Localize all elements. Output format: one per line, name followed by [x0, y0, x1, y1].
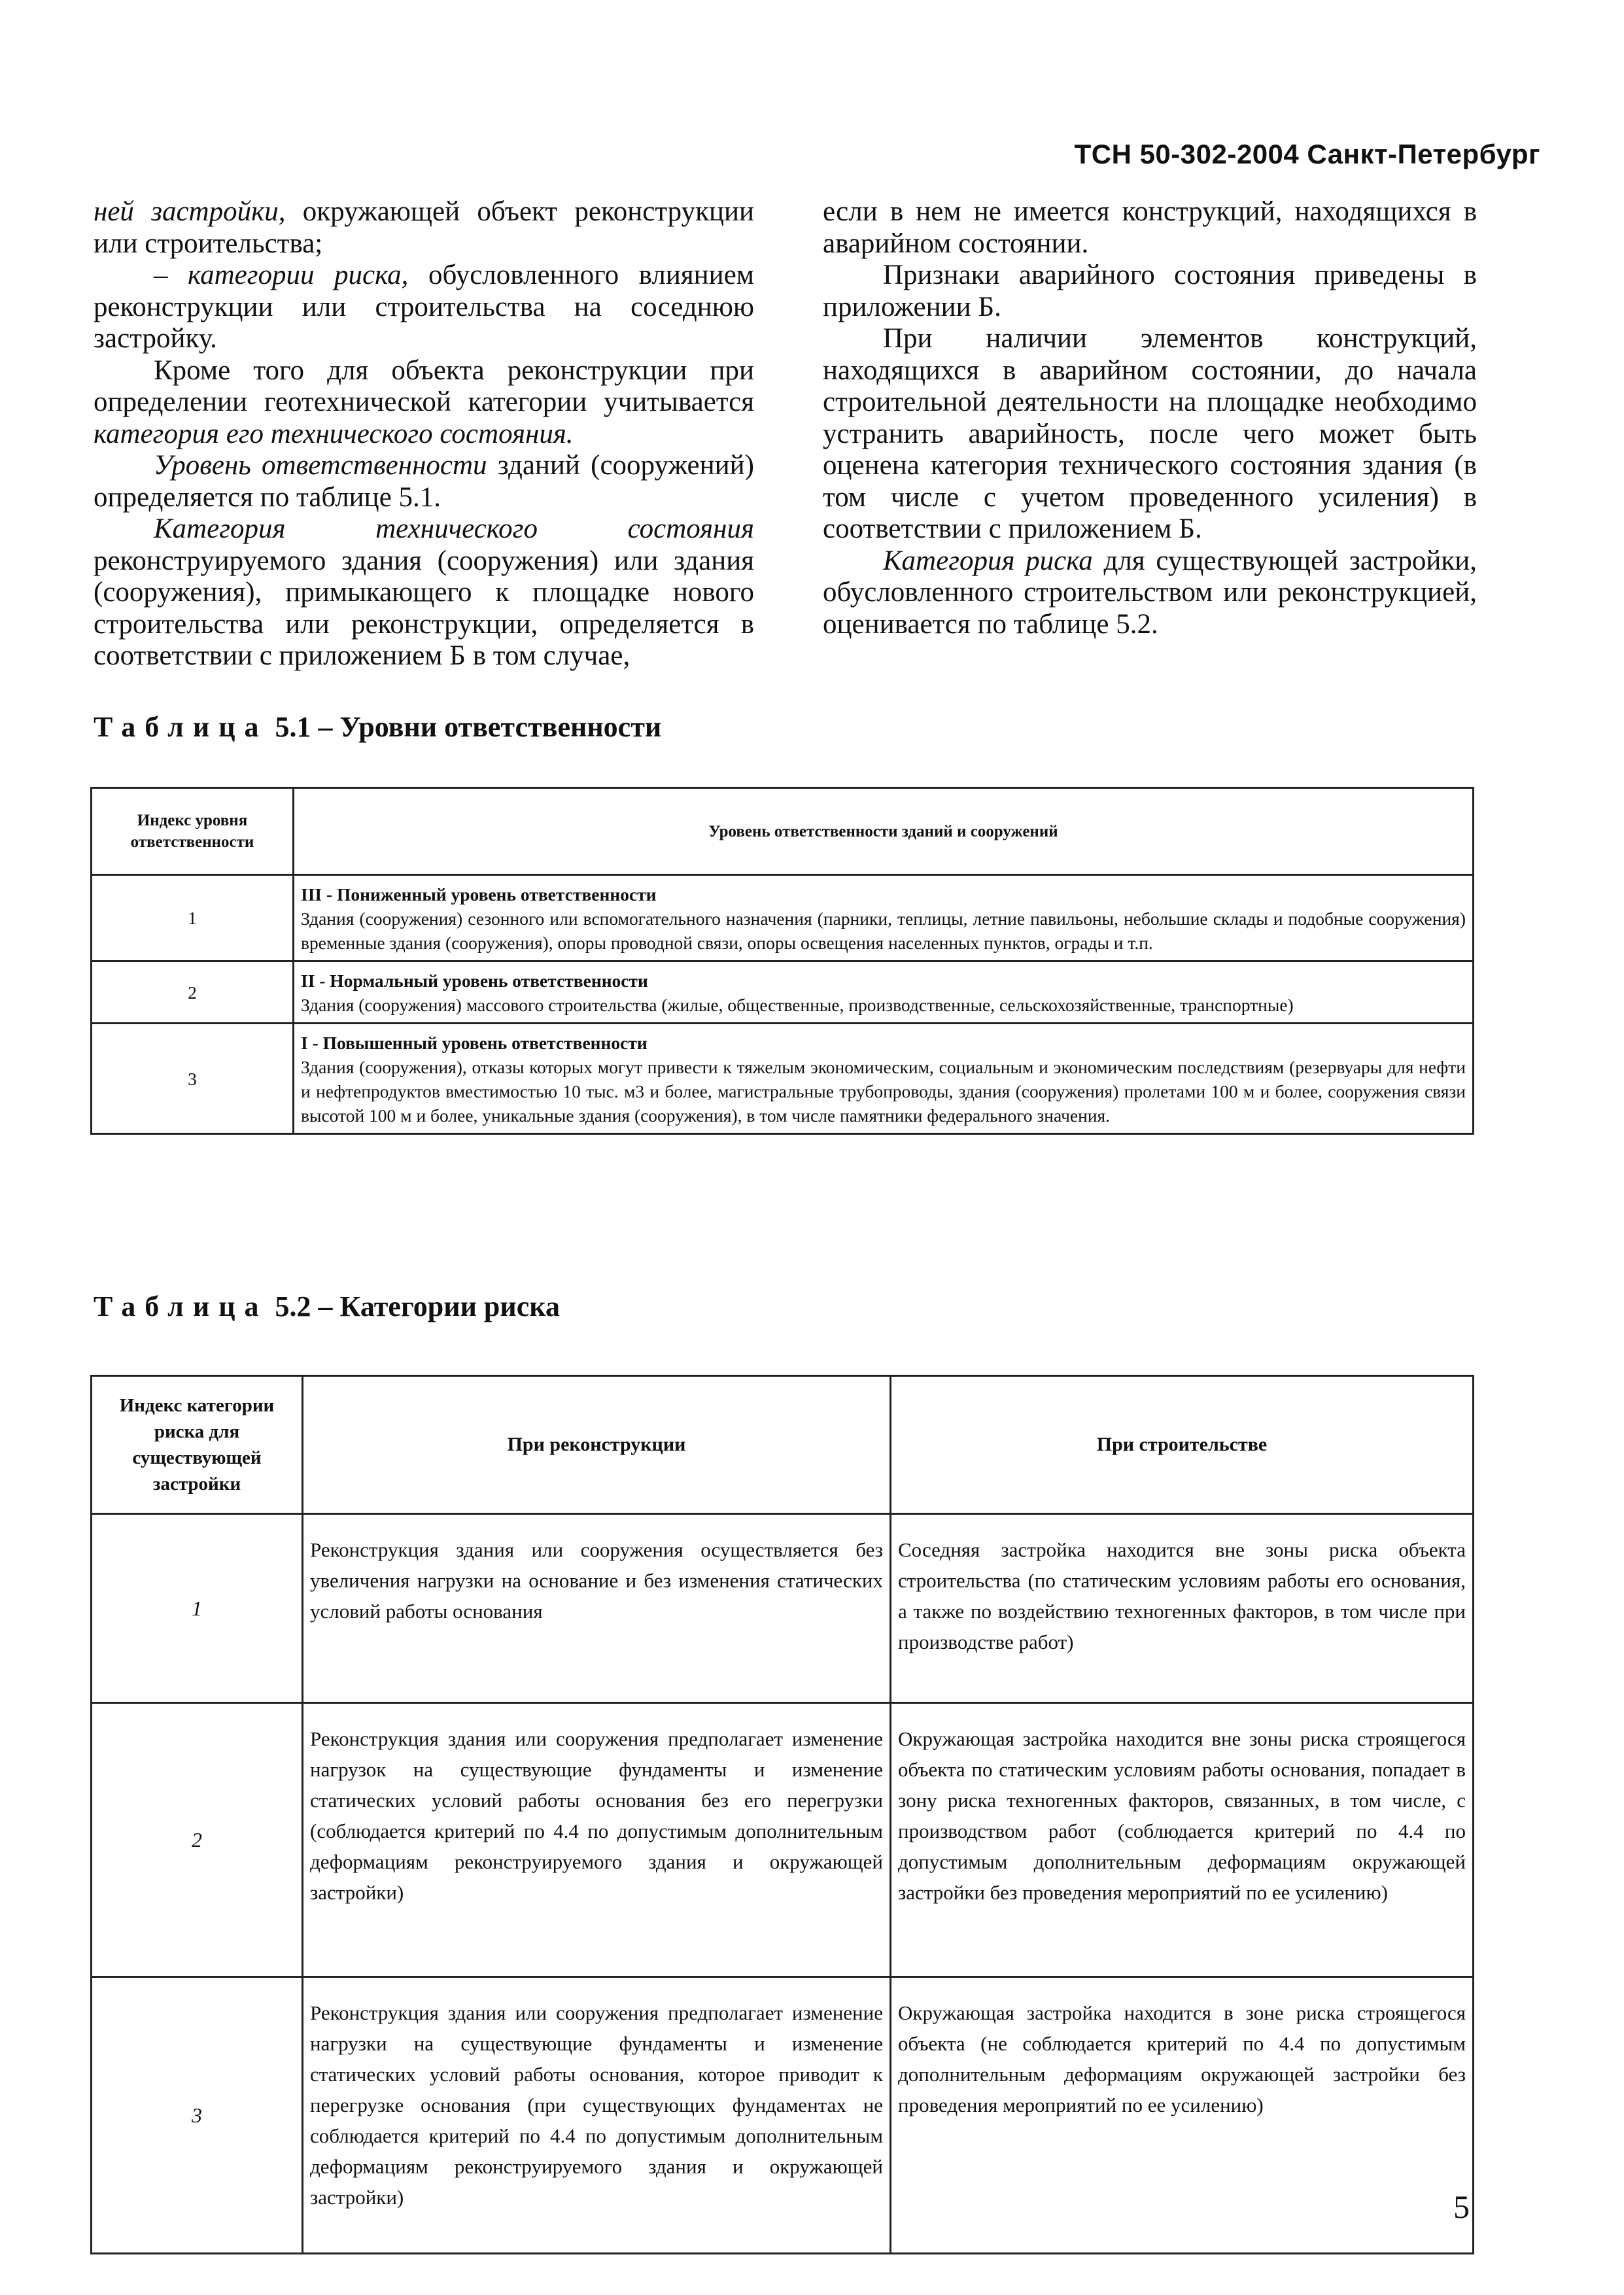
left-text-column: [94, 196, 754, 672]
header-construction: При строительстве: [891, 1376, 1474, 1514]
table-header-row: [92, 1376, 1474, 1514]
text-run: –: [154, 260, 188, 290]
paragraph: если в нем не имеется конструкций, находящихся в аварийном состоянии.: [823, 196, 1477, 259]
italic-term: ней застройки,: [94, 196, 286, 227]
row-body: [294, 875, 1474, 961]
row-body: [294, 961, 1474, 1024]
cell-construction: Окружающая застройка находится вне зоны риска строящегося объекта по статическим условиям работы основания, попадает в зону риска техногенных факторов, связанных, в том числе, с производством работ (соблюдается критерий по 4.4 по допустимым дополнительным деформациям окружающей застройки без проведения мероприятий по ее усилению): [891, 1703, 1474, 1977]
text-run: окружающей объект реконструкции или строительства;: [94, 196, 754, 259]
table-row: [92, 1703, 1474, 1977]
table-row: [92, 1514, 1474, 1703]
row-body: [294, 1024, 1474, 1134]
paragraph: [94, 196, 754, 260]
italic-term: Уровень ответственности: [154, 450, 487, 481]
table-5-2-caption: [94, 1290, 560, 1323]
paragraph: При наличии элементов конструкций, находящихся в аварийном состоянии, до начала строительной деятельности на площадке необходимо устранить аварийность, после чего может быть оценена категория технического состояния здания (в том числе с учетом проведенного усиления) в соответствии с приложением Б.: [823, 323, 1477, 544]
paragraph: [94, 355, 754, 451]
level-description: Здания (сооружения) массового строительства (жилые, общественные, производственные, сельскохозяйственные, транспортные): [301, 995, 1294, 1015]
paragraph: [94, 260, 754, 355]
table-5-1-caption: [94, 710, 661, 744]
level-description: Здания (сооружения) сезонного или вспомогательного назначения (парники, теплицы, летние павильоны, небольшие склады и подобные сооружения) временные здания (сооружения), опоры проводной связи, опоры освещения населенных пунктов, ограды и т.п.: [301, 908, 1466, 953]
row-index: 1: [92, 875, 294, 961]
right-text-column: [823, 196, 1477, 640]
cell-reconstruction: Реконструкция здания или сооружения осуществляется без увеличения нагрузки на основание и без изменения статических условий работы основания: [303, 1514, 891, 1703]
italic-term: категория его технического состояния.: [94, 418, 574, 449]
table-5-2: [90, 1375, 1474, 2254]
paragraph: [94, 513, 754, 672]
table-row: [92, 1977, 1474, 2254]
paragraph: Признаки аварийного состояния приведены в приложении Б.: [823, 260, 1477, 322]
text-run: Кроме того для объекта реконструкции при определении геотехнической категории учитывается: [94, 354, 754, 417]
cell-reconstruction: Реконструкция здания или сооружения предполагает изменение нагрузок на существующие фундаменты и изменение статических условий работы основания без его перегрузки (соблюдается критерий по 4.4 по допустимым дополнительным деформациям реконструируемого здания и окружающей застройки): [303, 1703, 891, 1977]
paragraph: [94, 450, 754, 513]
cell-reconstruction: Реконструкция здания или сооружения предполагает изменение нагрузки на существующие фундаменты и изменение статических условий работы основания, которое приводит к перегрузке основания (при существующих фундаментах не соблюдается критерий по 4.4 по допустимым дополнительным деформациям реконструируемого здания и окружающей застройки): [303, 1977, 891, 2254]
caption-word: Таблица: [94, 1290, 268, 1322]
row-index: 2: [92, 1703, 303, 1977]
header-index: Индекс уровня ответственности: [92, 788, 294, 875]
level-title: I - Повышенный уровень ответственности: [301, 1033, 648, 1053]
header-reconstruction: При реконструкции: [303, 1376, 891, 1514]
table-5-1: [90, 787, 1474, 1135]
header-index: Индекс категории риска для существующей застройки: [92, 1376, 303, 1514]
text-run: обусловленного влиянием реконструкции или строительства на соседнюю застройку.: [94, 260, 754, 354]
italic-term: Категория риска: [883, 545, 1093, 576]
text-run: зданий (сооружений) определяется по таблице 5.1.: [94, 450, 754, 513]
level-title: II - Нормальный уровень ответственности: [301, 971, 648, 991]
table-row: [92, 1024, 1474, 1134]
row-index: 2: [92, 961, 294, 1024]
cell-construction: Соседняя застройка находится вне зоны риска объекта строительства (по статическим условиям работы его основания, а также по воздействию техногенных факторов, в том числе при производстве работ): [891, 1514, 1474, 1703]
table-row: [92, 875, 1474, 961]
level-title: III - Пониженный уровень ответственности: [301, 884, 657, 905]
italic-term: категории риска,: [188, 260, 409, 290]
caption-word: Таблица: [94, 711, 268, 743]
italic-term: Категория технического состояния: [154, 513, 754, 544]
table-row: [92, 961, 1474, 1024]
cell-construction: Окружающая застройка находится в зоне риска строящегося объекта (не соблюдается критерий по 4.4 по допустимым дополнительным деформациям окружающей застройки без проведения мероприятий по ее усилению): [891, 1977, 1474, 2254]
row-index: 1: [92, 1514, 303, 1703]
table-header-row: [92, 788, 1474, 875]
level-description: Здания (сооружения), отказы которых могут привести к тяжелым экономическим, социальным и экономическим последствиям (резервуары для нефти и нефтепродуктов вместимостью 10 тыс. м3 и более, магистральные трубопроводы, здания (сооружения) пролетами 100 м и более, сооружения связи высотой 100 м и более, уникальные здания (сооружения), в том числе памятники федерального значения.: [301, 1057, 1466, 1126]
page-number: 5: [1453, 2188, 1470, 2225]
caption-text: 5.2 – Категории риска: [268, 1290, 560, 1322]
header-level: Уровень ответственности зданий и сооружений: [294, 788, 1474, 875]
paragraph: [823, 545, 1477, 641]
text-run: для существующей застройки, обусловленного строительством или реконструкцией, оценивается по таблице 5.2.: [823, 545, 1477, 640]
running-header: ТСН 50-302-2004 Санкт-Петербург: [1074, 139, 1540, 169]
text-run: реконструируемого здания (сооружения) или здания (сооружения), примыкающего к площадке нового строительства или реконструкции, определяется в соответствии с приложением Б в том случае,: [94, 545, 754, 671]
caption-text: 5.1 – Уровни ответственности: [268, 711, 662, 743]
row-index: 3: [92, 1977, 303, 2254]
row-index: 3: [92, 1024, 294, 1134]
